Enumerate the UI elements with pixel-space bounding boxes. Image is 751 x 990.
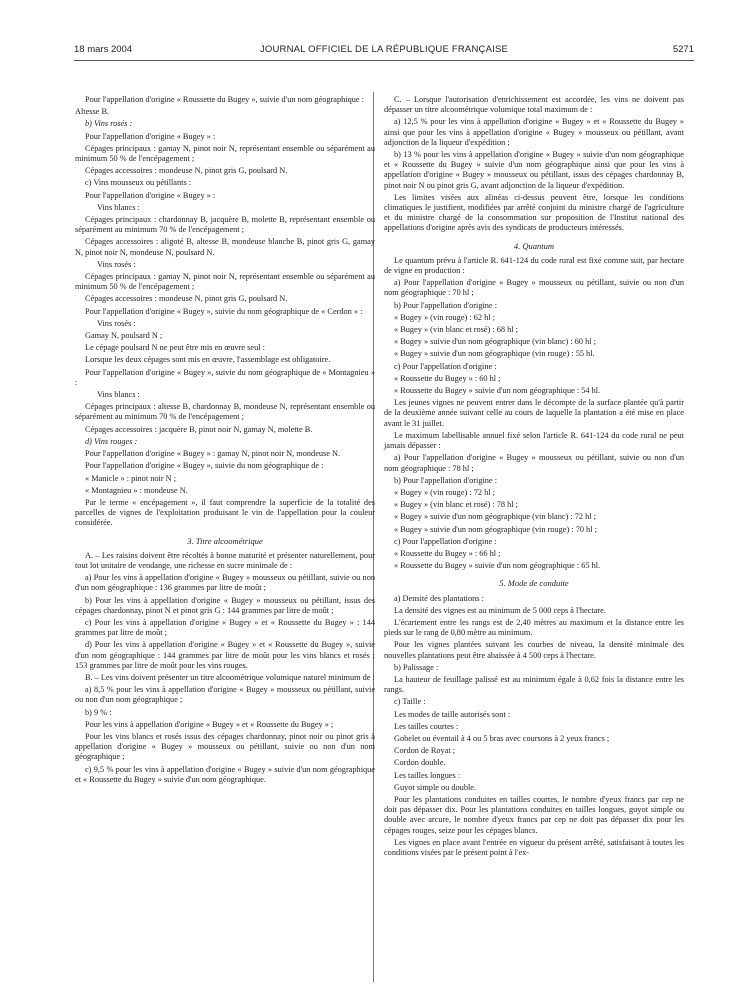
paragraph: Gobelet ou éventail à 4 ou 5 bras avec coursons à 2 yeux francs ; — [394, 733, 610, 743]
list-item: « Roussette du Bugey » suivie d'un nom géographique : 65 hl. — [394, 561, 601, 571]
list-item: « Bugey » suivie d'un nom géographique (vin rouge) : 55 hl. — [394, 349, 595, 359]
header-date: 18 mars 2004 — [74, 44, 133, 55]
paragraph: Cépages accessoires : mondeuse N, pinot gris G, poulsard N. — [85, 294, 288, 304]
paragraph: Pour l'appellation d'origine « Bugey » : — [85, 131, 216, 141]
list-item: « Bugey » (vin rouge) : 72 hl ; — [394, 487, 495, 497]
paragraph: c) 9,5 % pour les vins à appellation d'origine « Bugey » suivie d'un nom géographique et « Roussette du Bugey » suivie d'un nom géographique. — [75, 764, 375, 784]
paragraph: Cépages principaux : gamay N, pinot noir N, représentant ensemble ou séparément au minimum 50 % de l'encépagement ; — [75, 272, 375, 292]
subheading: Vins rosés : — [97, 318, 136, 328]
paragraph: a) 12,5 % pour les vins à appellation d'origine « Bugey » et « Roussette du Bugey » ainsi que pour les vins à appellation d'origine « Bugey » mousseux ou pétillant, avant adjonction de la liqueur d'expédition ; — [384, 117, 684, 147]
paragraph: Cépages accessoires : mondeuse N, pinot gris G, poulsard N. — [85, 166, 288, 176]
paragraph: Cépages accessoires : jacquère B, pinot noir N, gamay N, molette B. — [85, 424, 313, 434]
paragraph: Le quantum prévu à l'article R. 641-124 du code rural est fixé comme suit, par hectare de vigne en production : — [384, 255, 684, 276]
paragraph: b) Palissage : — [394, 662, 439, 672]
paragraph: Les tailles longues : — [394, 770, 461, 780]
paragraph: Guyot simple ou double. — [394, 782, 477, 792]
paragraph: c) Pour l'appellation d'origine : — [394, 361, 497, 371]
right-column — [384, 95, 684, 860]
list-item: « Bugey » suivie d'un nom géographique (vin rouge) : 70 hl ; — [394, 524, 597, 534]
paragraph: Pour les plantations conduites en tailles courtes, le nombre d'yeux francs par cep ne doit pas dépasser dix. Pour les plantations conduites en tailles longues, guyot simple ou double avec arcure, le nombre d'yeux francs par cep ne doit pas dépasser dix pour les cépages rouges, seize pour les cépages blancs. — [384, 794, 684, 835]
paragraph: Cordon de Royat ; — [394, 746, 456, 756]
paragraph: Cépages accessoires : aligoté B, altesse B, mondeuse blanche B, pinot gris G, gamay N, pinot noir N, mondeuse N, poulsard N. — [75, 237, 375, 257]
paragraph: b) Pour les vins à appellation d'origine « Bugey » mousseux ou pétillant, issus des cépages chardonnay, pinot N et pinot gris G : 144 grammes par litre de moût ; — [75, 595, 375, 615]
paragraph: b) Pour l'appellation d'origine : — [394, 475, 497, 485]
page-number: 5271 — [672, 44, 694, 55]
subheading: Vins blancs : — [97, 202, 140, 212]
list-item: « Roussette du Bugey » : 60 hl ; — [394, 373, 501, 383]
paragraph: c) Taille : — [394, 697, 426, 707]
paragraph: Pour l'appellation d'origine « Roussette du Bugey », suivie d'un nom géographique : — [85, 95, 364, 104]
paragraph: a) Pour l'appellation d'origine « Bugey » mousseux ou pétillant, suivie ou non d'un nom géographique : 70 hl ; — [384, 278, 684, 298]
header-rule — [74, 60, 694, 61]
paragraph: b) 13 % pour les vins à appellation d'origine « Bugey » suivie d'un nom géographique et « Roussette du Bugey » suivie d'un nom géographique ainsi que pour les vins à appellation d'origine « Bugey » mousseux ou pétillant, issus des cépages chardonnay B, pinot noir N ou pinot gris G, avant adjonction de la liqueur d'expédition. — [384, 150, 684, 190]
paragraph: Les tailles courtes : — [394, 721, 459, 731]
paragraph: Cépages principaux : altesse B, chardonnay B, mondeuse N, représentant ensemble ou séparément au minimum 70 % de l'encépagement ; — [75, 402, 375, 422]
list-item: « Roussette du Bugey » : 66 hl ; — [394, 548, 501, 558]
paragraph: Pour les vignes plantées suivant les courbes de niveau, la densité minimale des nouvelles plantations peut être abaissée à 4 500 ceps à l'hectare. — [384, 640, 684, 660]
subheading: Vins blancs : — [97, 390, 140, 400]
paragraph: b) Vins rosés : — [85, 119, 133, 129]
paragraph: c) Pour l'appellation d'origine : — [394, 536, 497, 546]
paragraph: Pour les vins blancs et rosés issus des cépages chardonnay, pinot noir ou pinot gris à appellation d'origine « Bugey » mousseux ou pétillant, suivie ou non d'un nom géographique ; — [75, 731, 375, 762]
paragraph: Pour l'appellation d'origine « Bugey » : gamay N, pinot noir N, mondeuse N. — [85, 449, 341, 459]
paragraph: Le maximum labellisable annuel fixé selon l'article R. 641-124 du code rural ne peut jamais dépasser : — [384, 430, 684, 451]
section-heading: 3. Titre alcoométrique — [187, 535, 263, 546]
paragraph: c) Pour les vins à appellation d'origine « Bugey » et « Roussette du Bugey » : 144 grammes par litre de moût ; — [75, 617, 375, 638]
paragraph: b) Pour l'appellation d'origine : — [394, 300, 497, 310]
paragraph: Pour les vins à appellation d'origine « Bugey » et « Roussette du Bugey » ; — [85, 719, 334, 729]
paragraph: Cordon double. — [394, 758, 446, 768]
paragraph: Les modes de taille autorisés sont : — [394, 709, 511, 719]
paragraph: Par le terme « encépagement », il faut comprendre la superficie de la totalité des parcelles de vignes de l'exploitation produisant le vin de l'appellation pour la couleur considérée. — [75, 497, 375, 528]
subheading: Vins rosés : — [97, 259, 136, 269]
paragraph: a) 8,5 % pour les vins à appellation d'origine « Bugey » mousseux ou pétillant, suivie ou non d'un nom géographique ; — [75, 685, 375, 705]
paragraph: Pour l'appellation d'origine « Bugey », suivie du nom géographique de « Montagnieu » : — [75, 367, 375, 387]
paragraph: d) Pour les vins à appellation d'origine « Bugey » et « Roussette du Bugey », suivie d'un nom géographique : 144 grammes par litre de moût pour les vins blancs et rosés ; 153 grammes par litre de moût pour les vins rouges. — [75, 640, 375, 670]
left-column — [75, 95, 375, 787]
list-item: « Bugey » (vin blanc et rosé) : 78 hl ; — [394, 500, 518, 510]
paragraph: Cépages principaux : chardonnay B, jacquère B, molette B, représentant ensemble ou séparément au minimum 70 % de l'encépagement ; — [75, 215, 375, 235]
section-heading: 5. Mode de conduite — [499, 578, 569, 589]
paragraph: La densité des vignes est au minimum de 5 000 ceps à l'hectare. — [394, 605, 606, 615]
paragraph: B. – Les vins doivent présenter un titre alcoométrique volumique naturel minimum de : — [85, 672, 375, 682]
paragraph: C. – Lorsque l'autorisation d'enrichissement est accordée, les vins ne doivent pas dépasser un titre alcoométrique volumique total maximum de : — [384, 95, 684, 115]
list-item: « Bugey » (vin rouge) : 62 hl ; — [394, 312, 495, 322]
paragraph: La hauteur de feuillage palissé est au minimum égale à 0,62 fois la distance entre les rangs. — [384, 674, 684, 695]
journal-title: JOURNAL OFFICIEL DE LA RÉPUBLIQUE FRANÇAISE — [259, 44, 509, 55]
list-item: « Roussette du Bugey » suivie d'un nom géographique : 54 hl. — [394, 386, 601, 396]
list-item: « Bugey » (vin blanc et rosé) : 68 hl ; — [394, 325, 518, 335]
paragraph: Pour l'appellation d'origine « Bugey », suivie du nom géographique de « Cerdon » : — [85, 306, 363, 316]
paragraph: A. – Les raisins doivent être récoltés à bonne maturité et présenter naturellement, pour tout lot unitaire de vendange, une richesse en sucre minimale de : — [75, 550, 375, 570]
paragraph: Les vignes en place avant l'entrée en vigueur du présent arrêté, satisfaisant à toutes les conditions visées par le présent point à l'ex- — [384, 837, 684, 857]
paragraph: « Manicle » : pinot noir N ; — [85, 473, 177, 483]
paragraph: a) Densité des plantations : — [394, 593, 484, 603]
paragraph: Cépages principaux : gamay N, pinot noir N, représentant ensemble ou séparément au minimum 50 % de l'encépagement ; — [75, 143, 375, 164]
paragraph: Pour l'appellation d'origine « Bugey » : — [85, 190, 216, 200]
paragraph: b) 9 % : — [85, 707, 112, 717]
paragraph: Altesse B. — [75, 107, 110, 117]
page-header — [74, 44, 694, 58]
list-item: « Bugey » suivie d'un nom géographique (vin blanc) : 60 hl ; — [394, 337, 596, 347]
paragraph: Les limites visées aux alinéas ci-dessus peuvent être, lorsque les conditions climatiques le justifient, modifiées par arrêté conjoint du ministre chargé de l'agriculture et du ministre chargé de la consommation sur proposition de l'Institut national des appellations d'origine après avis des syndicats de producteurs intéressés. — [384, 192, 684, 233]
list-item: « Bugey » suivie d'un nom géographique (vin blanc) : 72 hl ; — [394, 512, 596, 522]
paragraph: Les jeunes vignes ne peuvent entrer dans le décompte de la surface plantée qu'à partir de la deuxième année suivant celle au cours de laquelle la plantation a été mise en place avant le 31 juillet. — [384, 398, 684, 428]
paragraph: d) Vins rouges : — [85, 436, 138, 446]
paragraph: a) Pour l'appellation d'origine « Bugey » mousseux ou pétillant, suivie ou non d'un nom géographique : 78 hl ; — [384, 453, 684, 473]
paragraph: Le cépage poulsard N ne peut être mis en œuvre seul : — [85, 343, 265, 353]
paragraph: « Montagnieu » : mondeuse N. — [85, 485, 188, 495]
paragraph: L'écartement entre les rangs est de 2,40 mètres au maximum et la distance entre les pieds sur le rang de 0,80 mètre au minimum. — [384, 617, 684, 638]
paragraph: Gamay N, poulsard N ; — [85, 331, 163, 341]
section-heading: 4. Quantum — [513, 240, 555, 251]
paragraph: Pour l'appellation d'origine « Bugey », suivie du nom géographique de : — [85, 461, 324, 471]
paragraph: Lorsque les deux cépages sont mis en œuvre, l'assemblage est obligatoire. — [85, 355, 331, 365]
paragraph: a) Pour les vins à appellation d'origine « Bugey » mousseux ou pétillant, suivie ou non d'un nom géographique : 136 grammes par litre de moût ; — [75, 573, 375, 593]
paragraph: c) Vins mousseux ou pétillants : — [85, 178, 192, 188]
